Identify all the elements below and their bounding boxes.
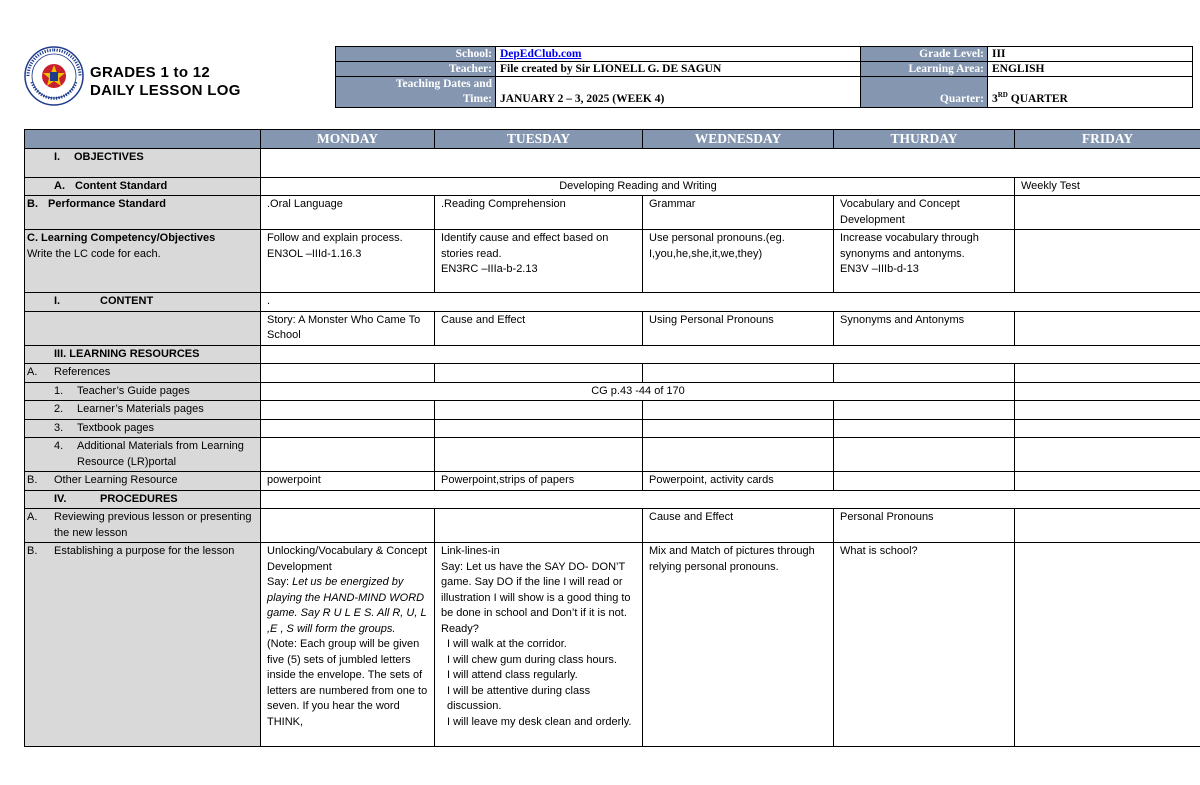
content-standard-num: A.	[54, 179, 65, 192]
teachers-guide-title: Teacher’s Guide pages	[77, 384, 190, 397]
competency-tuesday-code: EN3RC –IIIa-b-2.13	[441, 263, 538, 275]
form-title-line2: DAILY LESSON LOG	[90, 82, 241, 99]
lm-monday	[261, 401, 435, 420]
learning-area-value: ENGLISH	[988, 62, 1193, 77]
quarter-value	[988, 77, 1193, 108]
content-label	[25, 293, 261, 312]
day-thursday: THURDAY	[834, 130, 1015, 149]
purpose-thursday: What is school?	[834, 543, 1015, 747]
quarter-word: QUARTER	[1010, 93, 1068, 105]
review-monday	[261, 509, 435, 543]
competency-thursday-code: EN3V –IIIb-d-13	[840, 263, 919, 275]
review-row	[25, 509, 1200, 543]
procedures-title: PROCEDURES	[100, 492, 178, 505]
references-tuesday	[435, 364, 643, 383]
purpose-row	[25, 543, 1200, 747]
competency-thursday-line1: Increase vocabulary through synonyms and antonyms.	[840, 232, 979, 260]
textbook-label	[25, 419, 261, 438]
content-standard-friday: Weekly Test	[1015, 177, 1200, 196]
competency-thursday	[834, 230, 1015, 293]
day-friday: FRIDAY	[1015, 130, 1200, 149]
content-standard-value: Developing Reading and Writing	[261, 177, 1015, 196]
add-wednesday	[643, 438, 834, 472]
tb-tuesday	[435, 419, 643, 438]
quarter-num: 3	[992, 93, 998, 105]
tb-friday	[1015, 419, 1200, 438]
references-thursday	[834, 364, 1015, 383]
purpose-tuesday-line: I will walk at the corridor.	[447, 638, 567, 650]
add-thursday	[834, 438, 1015, 472]
teaching-dates-label	[336, 77, 496, 108]
review-tuesday	[435, 509, 643, 543]
lesson-log-table	[24, 129, 1200, 747]
references-wednesday	[643, 364, 834, 383]
other-resources-title: Other Learning Resource	[54, 474, 178, 486]
performance-standard-row	[25, 196, 1200, 230]
additional-materials-row	[25, 438, 1200, 472]
purpose-label	[25, 543, 261, 747]
additional-materials-title: Additional Materials from Learning Resource (LR)portal	[77, 440, 244, 468]
content-topics-label	[25, 311, 261, 345]
topic-wednesday: Using Personal Pronouns	[643, 311, 834, 345]
quarter-label: Quarter:	[861, 77, 988, 108]
performance-tuesday: .Reading Comprehension	[435, 196, 643, 230]
purpose-monday-say-text: Let us be energized by playing the HAND-MIND WORD game. Say R U L E S. All R, U, L ,E , S will form the groups.	[267, 576, 427, 635]
objectives-row	[25, 148, 1200, 177]
other-friday	[1015, 472, 1200, 491]
add-friday	[1015, 438, 1200, 472]
content-standard-row	[25, 177, 1200, 196]
purpose-tuesday-title: Link-lines-in	[441, 545, 500, 557]
objectives-num: I.	[54, 150, 61, 163]
procedures-label	[25, 490, 261, 509]
purpose-monday-note: (Note: Each group will be given five (5) sets of jumbled letters inside the envelope. The sets of letters are numbered from one to seven. If you hear the word THINK,	[267, 638, 428, 728]
competency-title: C. Learning Competency/Objectives	[27, 232, 216, 244]
other-tuesday: Powerpoint,strips of papers	[435, 472, 643, 491]
performance-wednesday: Grammar	[643, 196, 834, 230]
competency-monday-code: EN3OL –IIId-1.16.3	[267, 247, 362, 260]
other-monday: powerpoint	[261, 472, 435, 491]
form-title-line1: GRADES 1 to 12	[90, 64, 211, 81]
form-title	[90, 64, 241, 100]
grade-level-label: Grade Level:	[861, 47, 988, 62]
other-thursday	[834, 472, 1015, 491]
references-num: A.	[27, 366, 38, 378]
content-standard-title: Content Standard	[75, 179, 168, 192]
competency-row	[25, 230, 1200, 293]
teaching-dates-label-2: Time:	[462, 93, 492, 105]
procedures-row	[25, 490, 1200, 509]
review-num: A.	[27, 511, 38, 523]
textbook-title: Textbook pages	[77, 421, 155, 434]
competency-wednesday	[643, 230, 834, 293]
content-row	[25, 293, 1200, 312]
learners-materials-row	[25, 401, 1200, 420]
grade-level-value: III	[988, 47, 1193, 62]
other-resources-row	[25, 472, 1200, 491]
deped-seal-logo	[24, 46, 84, 106]
lm-friday	[1015, 401, 1200, 420]
purpose-num: B.	[27, 545, 38, 557]
competency-subtitle: Write the LC code for each.	[27, 247, 161, 260]
performance-thursday: Vocabulary and Concept Development	[834, 196, 1015, 230]
references-title: References	[54, 366, 111, 378]
review-wednesday: Cause and Effect	[643, 509, 834, 543]
add-monday	[261, 438, 435, 472]
teacher-label: Teacher:	[336, 62, 496, 77]
add-tuesday	[435, 438, 643, 472]
content-title: CONTENT	[100, 295, 154, 307]
tb-thursday	[834, 419, 1015, 438]
review-label	[25, 509, 261, 543]
learners-materials-title: Learner’s Materials pages	[77, 403, 204, 415]
purpose-wednesday: Mix and Match of pictures through relying personal pronouns.	[643, 543, 834, 747]
purpose-tuesday-say: Say: Let us have the SAY DO- DON’T game. Say DO if the line I will read or illustration I will show is a good thing to be done in school and Don’t if it is not. Ready?	[441, 560, 631, 635]
purpose-friday	[1015, 543, 1200, 747]
references-row	[25, 364, 1200, 383]
topic-monday: Story: A Monster Who Came To School	[261, 311, 435, 345]
performance-standard-num: B.	[27, 198, 38, 210]
day-tuesday: TUESDAY	[435, 130, 643, 149]
learning-area-label: Learning Area:	[861, 62, 988, 77]
procedures-num: IV.	[54, 492, 67, 505]
objectives-title: OBJECTIVES	[74, 150, 144, 163]
competency-wednesday-line1: Use personal pronouns.(eg. I,you,he,she,it,we,they)	[649, 232, 785, 260]
additional-materials-num: 4.	[54, 440, 64, 452]
day-header-blank	[25, 130, 261, 149]
review-thursday: Personal Pronouns	[834, 509, 1015, 543]
topic-thursday: Synonyms and Antonyms	[834, 311, 1015, 345]
content-topics-row	[25, 311, 1200, 345]
references-friday	[1015, 364, 1200, 383]
quarter-sup: RD	[997, 91, 1008, 100]
day-monday: MONDAY	[261, 130, 435, 149]
textbook-row	[25, 419, 1200, 438]
learners-materials-label	[25, 401, 261, 420]
objectives-label	[25, 148, 261, 177]
competency-monday-line1: Follow and explain process.	[267, 232, 403, 244]
lm-tuesday	[435, 401, 643, 420]
purpose-monday	[261, 543, 435, 747]
purpose-tuesday-line: I will chew gum during class hours.	[447, 653, 617, 666]
learning-resources-blank	[261, 345, 1200, 364]
competency-tuesday	[435, 230, 643, 293]
teachers-guide-friday	[1015, 382, 1200, 401]
review-friday	[1015, 509, 1200, 543]
performance-standard-title: Performance Standard	[48, 198, 166, 210]
additional-materials-label	[25, 438, 261, 472]
teachers-guide-label	[25, 382, 261, 401]
teaching-dates-value: JANUARY 2 – 3, 2025 (WEEK 4)	[496, 77, 861, 108]
purpose-title: Establishing a purpose for the lesson	[54, 545, 235, 557]
topic-tuesday: Cause and Effect	[435, 311, 643, 345]
learning-resources-row	[25, 345, 1200, 364]
purpose-monday-say-label: Say:	[267, 576, 290, 588]
other-wednesday: Powerpoint, activity cards	[643, 472, 834, 491]
day-header-row	[25, 130, 1200, 149]
purpose-tuesday	[435, 543, 643, 747]
content-note: .	[261, 293, 1200, 312]
learning-resources-label: III. LEARNING RESOURCES	[25, 345, 261, 364]
other-resources-label	[25, 472, 261, 491]
purpose-tuesday-line: I will attend class regularly.	[447, 669, 578, 681]
school-label: School:	[336, 47, 496, 62]
learners-materials-num: 2.	[54, 403, 64, 415]
performance-monday: .Oral Language	[261, 196, 435, 230]
header-info-table	[335, 46, 1193, 108]
tb-wednesday	[643, 419, 834, 438]
review-title: Reviewing previous lesson or presenting the new lesson	[54, 511, 252, 539]
references-label	[25, 364, 261, 383]
teaching-dates-label-1: Teaching Dates and	[395, 78, 492, 90]
purpose-monday-title: Unlocking/Vocabulary & Concept Development	[267, 545, 428, 573]
content-num: I.	[54, 295, 61, 307]
day-wednesday: WEDNESDAY	[643, 130, 834, 149]
lm-thursday	[834, 401, 1015, 420]
competency-label	[25, 230, 261, 293]
purpose-monday-say	[267, 575, 429, 637]
competency-monday	[261, 230, 435, 293]
lm-wednesday	[643, 401, 834, 420]
procedures-blank	[261, 490, 1200, 509]
other-resources-num: B.	[27, 474, 38, 486]
content-standard-label	[25, 177, 261, 196]
teachers-guide-num: 1.	[54, 384, 64, 397]
textbook-num: 3.	[54, 421, 64, 434]
teachers-guide-value: CG p.43 -44 of 170	[261, 382, 1015, 401]
school-link[interactable]: DepEdClub.com	[500, 48, 582, 60]
competency-friday	[1015, 230, 1200, 293]
purpose-tuesday-line: I will be attentive during class discussion.	[447, 684, 591, 712]
competency-tuesday-line1: Identify cause and effect based on stories read.	[441, 232, 609, 260]
performance-standard-label	[25, 196, 261, 230]
tb-monday	[261, 419, 435, 438]
performance-friday	[1015, 196, 1200, 230]
topic-friday	[1015, 311, 1200, 345]
teachers-guide-row	[25, 382, 1200, 401]
references-monday	[261, 364, 435, 383]
teacher-value: File created by Sir LIONELL G. DE SAGUN	[496, 62, 861, 77]
school-value[interactable]	[496, 47, 861, 62]
objectives-blank	[261, 148, 1200, 177]
purpose-tuesday-line: I will leave my desk clean and orderly.	[447, 715, 632, 728]
